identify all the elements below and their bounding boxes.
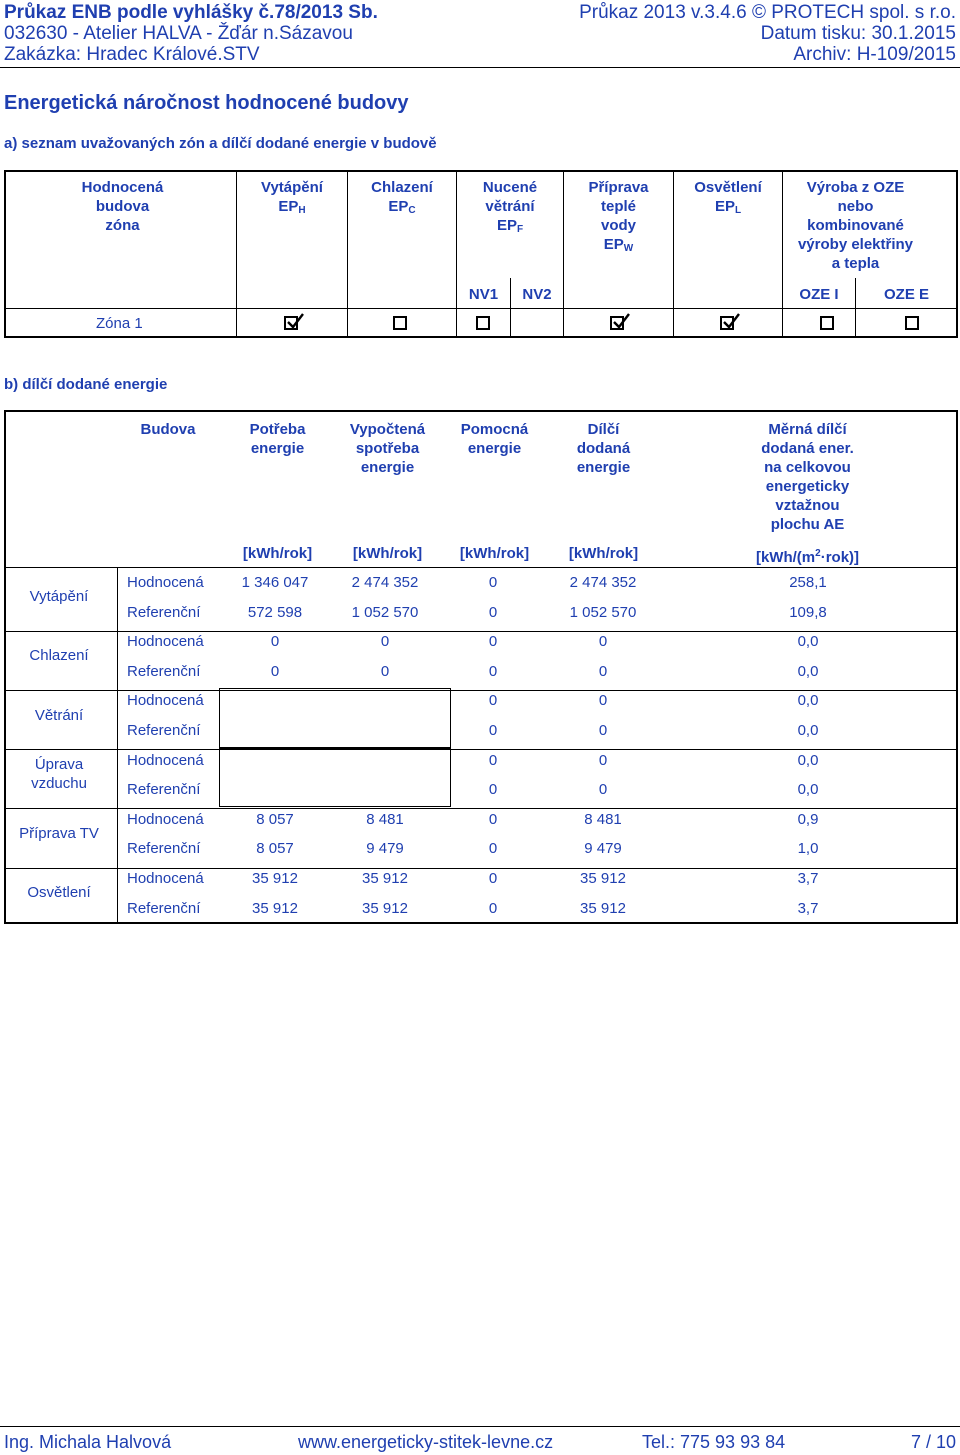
print-date: Datum tisku: 30.1.2015 — [760, 23, 956, 44]
unit-need: [kWh/rok] — [242, 545, 313, 562]
cell-specific: 0,0 — [797, 781, 819, 799]
cell-partial: 0 — [598, 692, 608, 710]
cell-auxiliary: 0 — [488, 899, 498, 917]
cell-partial: 2 474 352 — [569, 574, 637, 591]
author-info: 032630 - Atelier HALVA - Žďár n.Sázavou — [4, 23, 353, 44]
header-lighting: Osvětlení $EP_L$ — [694, 179, 762, 216]
header-renewable: Výroba z OZE nebo kombinované výroby elektřiny a tepla — [797, 179, 914, 272]
cell-specific: 0,0 — [797, 722, 819, 739]
header-specific: Měrná dílčí dodaná ener. na celkovou energeticky vztažnou plochu AE — [761, 421, 854, 533]
cell-building: Referenční — [127, 722, 201, 739]
cell-auxiliary: 0 — [488, 692, 498, 710]
cell-partial: 0 — [598, 781, 608, 799]
cell-auxiliary: 0 — [488, 722, 498, 739]
zone-checkbox — [820, 316, 834, 330]
cell-partial: 35 912 — [580, 870, 626, 887]
cell-partial: 1 052 570 — [569, 603, 637, 621]
cell-auxiliary: 0 — [488, 574, 498, 591]
zone-checkbox — [720, 316, 734, 330]
footer-web[interactable]: www.energeticky-stitek-levne.cz — [298, 1432, 554, 1452]
cell-need: 8 057 — [256, 840, 294, 858]
part-a-title: a) seznam uvažovaných zón a dílčí dodané energie v budově — [4, 135, 437, 152]
header-nv1: NV1 — [468, 286, 499, 303]
cell-partial: 0 — [598, 722, 608, 739]
cell-auxiliary: 0 — [488, 603, 498, 621]
document-title: Průkaz ENB podle vyhlášky č.78/2013 Sb. — [4, 2, 378, 23]
cell-specific: 0,0 — [797, 751, 819, 769]
software-info: Průkaz 2013 v.3.4.6 © PROTECH spol. s r.o. — [579, 2, 956, 23]
cell-building: Hodnocená — [127, 870, 204, 887]
cell-consumption: 8 481 — [366, 810, 404, 828]
cell-need: 35 912 — [252, 899, 298, 917]
header-consumption: Vypočtená spotřeba energie — [349, 421, 426, 476]
group-label: Osvětlení — [27, 884, 91, 902]
cell-specific: 0,9 — [797, 810, 819, 828]
cell-auxiliary: 0 — [488, 751, 498, 769]
zone-checkbox — [393, 316, 407, 330]
cell-auxiliary: 0 — [488, 810, 498, 828]
cell-consumption: 0 — [380, 633, 390, 651]
header-ventilation: Nucené větrání $EP_F$ — [482, 179, 538, 235]
na-box — [219, 688, 451, 747]
header-oze-i: OZE I — [799, 286, 839, 303]
cell-auxiliary: 0 — [488, 870, 498, 887]
cell-partial: 9 479 — [584, 840, 622, 858]
header-hot-water: Příprava teplé vody $EP_W$ — [588, 179, 649, 254]
cell-building: Referenční — [127, 840, 201, 858]
cell-partial: 8 481 — [584, 810, 622, 828]
cell-consumption: 1 052 570 — [351, 603, 419, 621]
zone-checkbox — [284, 316, 298, 330]
cell-partial: 35 912 — [580, 899, 626, 917]
header-cooling: Chlazení $EP_C$ — [371, 179, 433, 216]
cell-building: Hodnocená — [127, 810, 204, 828]
zone-checkbox — [905, 316, 919, 330]
cell-specific: 109,8 — [789, 603, 827, 621]
unit-specific: $[kWh/(m^2\cdot rok)]$ — [755, 548, 860, 566]
cell-auxiliary: 0 — [488, 633, 498, 651]
cell-specific: 1,0 — [797, 840, 819, 858]
unit-consumption: [kWh/rok] — [352, 545, 423, 562]
footer-name: Ing. Michala Halvová — [4, 1432, 172, 1452]
footer-divider — [0, 1426, 960, 1427]
unit-partial: [kWh/rok] — [568, 545, 639, 562]
zone-label: Zóna 1 — [96, 315, 143, 332]
cell-need: 8 057 — [256, 810, 294, 828]
header-heating: Vytápění $EP_H$ — [261, 179, 323, 216]
header-nv2: NV2 — [522, 286, 552, 303]
unit-auxiliary: [kWh/rok] — [459, 545, 530, 562]
cell-consumption: 0 — [380, 662, 390, 680]
group-label: Chlazení — [29, 647, 89, 665]
cell-building: Hodnocená — [127, 633, 204, 651]
cell-auxiliary: 0 — [488, 781, 498, 799]
cell-consumption: 2 474 352 — [351, 574, 419, 591]
cell-consumption: 35 912 — [362, 870, 408, 887]
cell-building: Referenční — [127, 781, 201, 799]
header-auxiliary: Pomocná energie — [460, 421, 529, 457]
group-label: Větrání — [34, 706, 84, 724]
cell-need: 572 598 — [247, 603, 303, 621]
cell-building: Hodnocená — [127, 751, 204, 769]
cell-consumption: 9 479 — [366, 840, 404, 858]
cell-specific: 0,0 — [797, 662, 819, 680]
cell-building: Referenční — [127, 603, 201, 621]
zone-checkbox — [610, 316, 624, 330]
cell-auxiliary: 0 — [488, 840, 498, 858]
cell-building: Hodnocená — [127, 692, 204, 710]
cell-specific: 258,1 — [789, 574, 827, 591]
header-need: Potřeba energie — [249, 421, 306, 457]
cell-need: 35 912 — [252, 870, 298, 887]
cell-auxiliary: 0 — [488, 662, 498, 680]
group-label: Vytápění — [29, 588, 89, 606]
order-info: Zakázka: Hradec Králové.STV — [4, 44, 260, 65]
zone-checkbox — [476, 316, 490, 330]
cell-partial: 0 — [598, 751, 608, 769]
cell-building: Referenční — [127, 899, 201, 917]
group-label: Příprava TV — [19, 824, 99, 842]
section-title: Energetická náročnost hodnocené budovy — [4, 92, 409, 114]
cell-need: 0 — [270, 633, 280, 651]
part-b-title: b) dílčí dodané energie — [4, 376, 168, 393]
cell-partial: 0 — [598, 633, 608, 651]
cell-partial: 0 — [598, 662, 608, 680]
cell-need: 1 346 047 — [241, 574, 309, 591]
cell-building: Hodnocená — [127, 574, 204, 591]
na-box — [219, 748, 451, 807]
archive-info: Archiv: H-109/2015 — [793, 44, 956, 65]
cell-specific: 3,7 — [797, 870, 819, 887]
header-oze-e: OZE E — [883, 286, 929, 303]
footer-page: 7 / 10 — [910, 1432, 956, 1452]
cell-building: Referenční — [127, 662, 201, 680]
header-building: Budova — [140, 421, 196, 438]
cell-consumption: 35 912 — [362, 899, 408, 917]
header-partial: Dílčí dodaná energie — [576, 421, 631, 476]
group-label: Úprava vzduchu — [31, 756, 87, 793]
header-zone: Hodnocená budova zóna — [81, 179, 164, 234]
header-divider — [0, 67, 960, 68]
cell-specific: 3,7 — [797, 899, 819, 917]
cell-specific: 0,0 — [797, 633, 819, 651]
footer-phone: Tel.: 775 93 93 84 — [642, 1432, 786, 1452]
cell-specific: 0,0 — [797, 692, 819, 710]
cell-need: 0 — [270, 662, 280, 680]
